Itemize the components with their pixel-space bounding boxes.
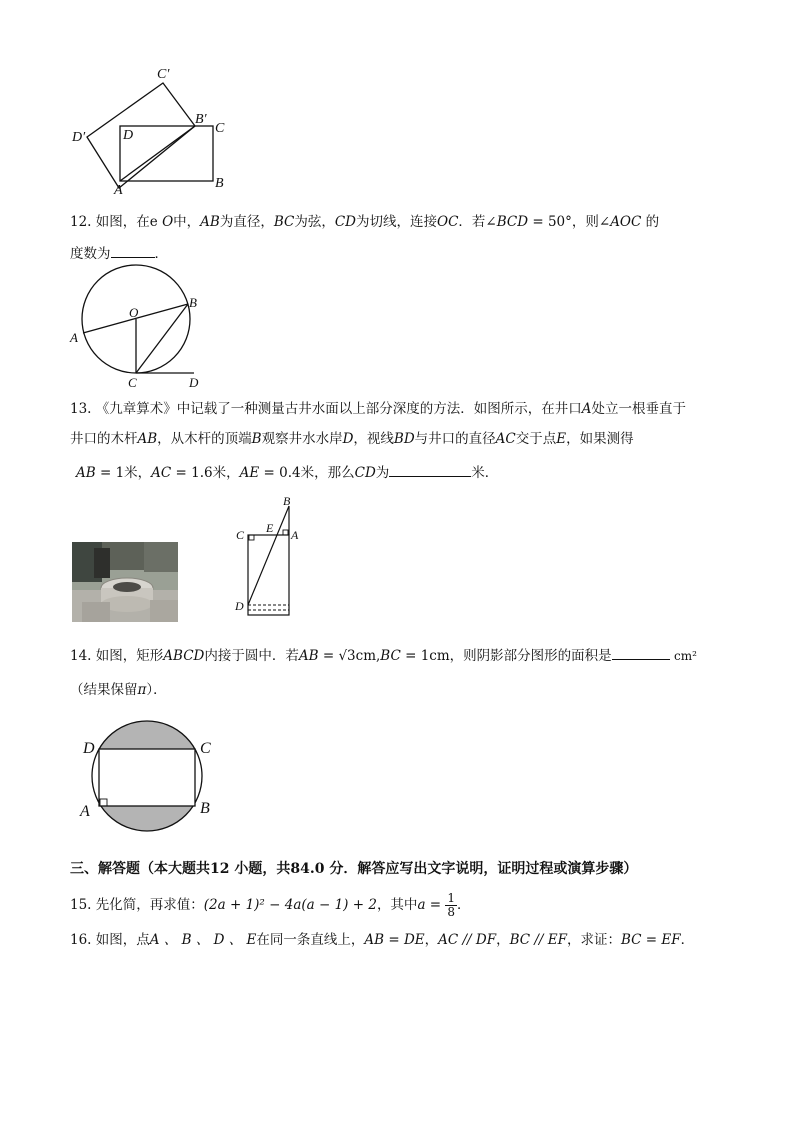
label-a: A — [291, 528, 299, 542]
label-c: C — [236, 528, 245, 542]
label-d-prime: D′ — [72, 130, 86, 145]
label-b: B — [200, 800, 210, 817]
chord-bc — [136, 304, 188, 373]
figure-well-diagram — [228, 494, 308, 619]
question-13-line-1: 13. 《九章算术》中记载了一种测量古井水面以上部分深度的方法．如图所示，在井口A处立一根垂直于 — [70, 401, 687, 417]
label-c: C — [128, 375, 137, 390]
answer-blank-12[interactable] — [111, 243, 155, 258]
label-a: A — [80, 803, 90, 820]
rectangle-abcd — [120, 126, 213, 181]
label-a: A — [114, 183, 123, 197]
ancient-well-photo — [72, 542, 178, 622]
right-angle-a — [283, 530, 288, 535]
rectangle-abcd — [99, 749, 195, 806]
fraction-one-eighth: $\frac{1}{8}$ — [447, 891, 456, 919]
label-b-prime: B′ — [195, 112, 207, 127]
label-b: B — [189, 295, 197, 310]
label-c: C — [215, 121, 225, 136]
label-d: D — [235, 599, 244, 613]
question-12-line-2: 度数为 ． — [70, 243, 168, 264]
question-13-line-3: AB = 1米，AC = 1.6米，AE = 0.4米，那么CD为 米． — [76, 462, 498, 483]
question-16: 16. 如图，点A 、 B 、 D 、 E在同一条直线上，AB = DE，AC // DF，BC // EF，求证：BC = EF． — [70, 932, 695, 948]
label-b: B — [215, 176, 224, 191]
label-d: D — [83, 740, 95, 757]
figure-rotated-rectangle — [66, 62, 236, 197]
question-15: 15. 先化简，再求值：(2a + 1)² − 4a(a − 1) + 2，其中a = $\frac{1}{8}$ ． — [70, 891, 471, 919]
label-e: E — [266, 521, 274, 535]
label-b: B — [283, 494, 291, 508]
question-12-line-1: 12. 如图，在e O中，AB为直径，BC为弦，CD为切线，连接OC．若∠BCD = 50°，则∠AOC 的 — [70, 214, 660, 230]
right-angle-c — [249, 535, 254, 540]
label-d: D — [189, 375, 199, 390]
label-c: C — [200, 740, 211, 757]
well-walls — [248, 535, 289, 615]
label-a: A — [70, 330, 78, 345]
rotated-rectangle — [87, 83, 195, 188]
question-14-line-2: （结果保留π）． — [70, 682, 167, 698]
label-o: O — [129, 305, 139, 320]
section-three-heading: 三、解答题（本大题共12 小题，共84.0 分．解答应写出文字说明，证明过程或演算步骤） — [70, 861, 638, 877]
label-c-prime: C′ — [157, 67, 170, 82]
figure-inscribed-rectangle — [76, 718, 221, 838]
figure-circle-tangent — [66, 262, 216, 392]
answer-blank-14[interactable] — [612, 645, 670, 660]
answer-blank-13[interactable] — [389, 462, 471, 477]
question-14-line-1: 14. 如图，矩形ABCD内接于圆中．若AB = √3cm,BC = 1cm，则阴影部分图形的面积是 cm² — [70, 645, 697, 666]
question-13-line-2: 井口的木杆AB，从木杆的顶端B观察井水水岸D，视线BD与井口的直径AC交于点E，如果测得 — [70, 431, 634, 447]
label-d: D — [123, 128, 134, 143]
